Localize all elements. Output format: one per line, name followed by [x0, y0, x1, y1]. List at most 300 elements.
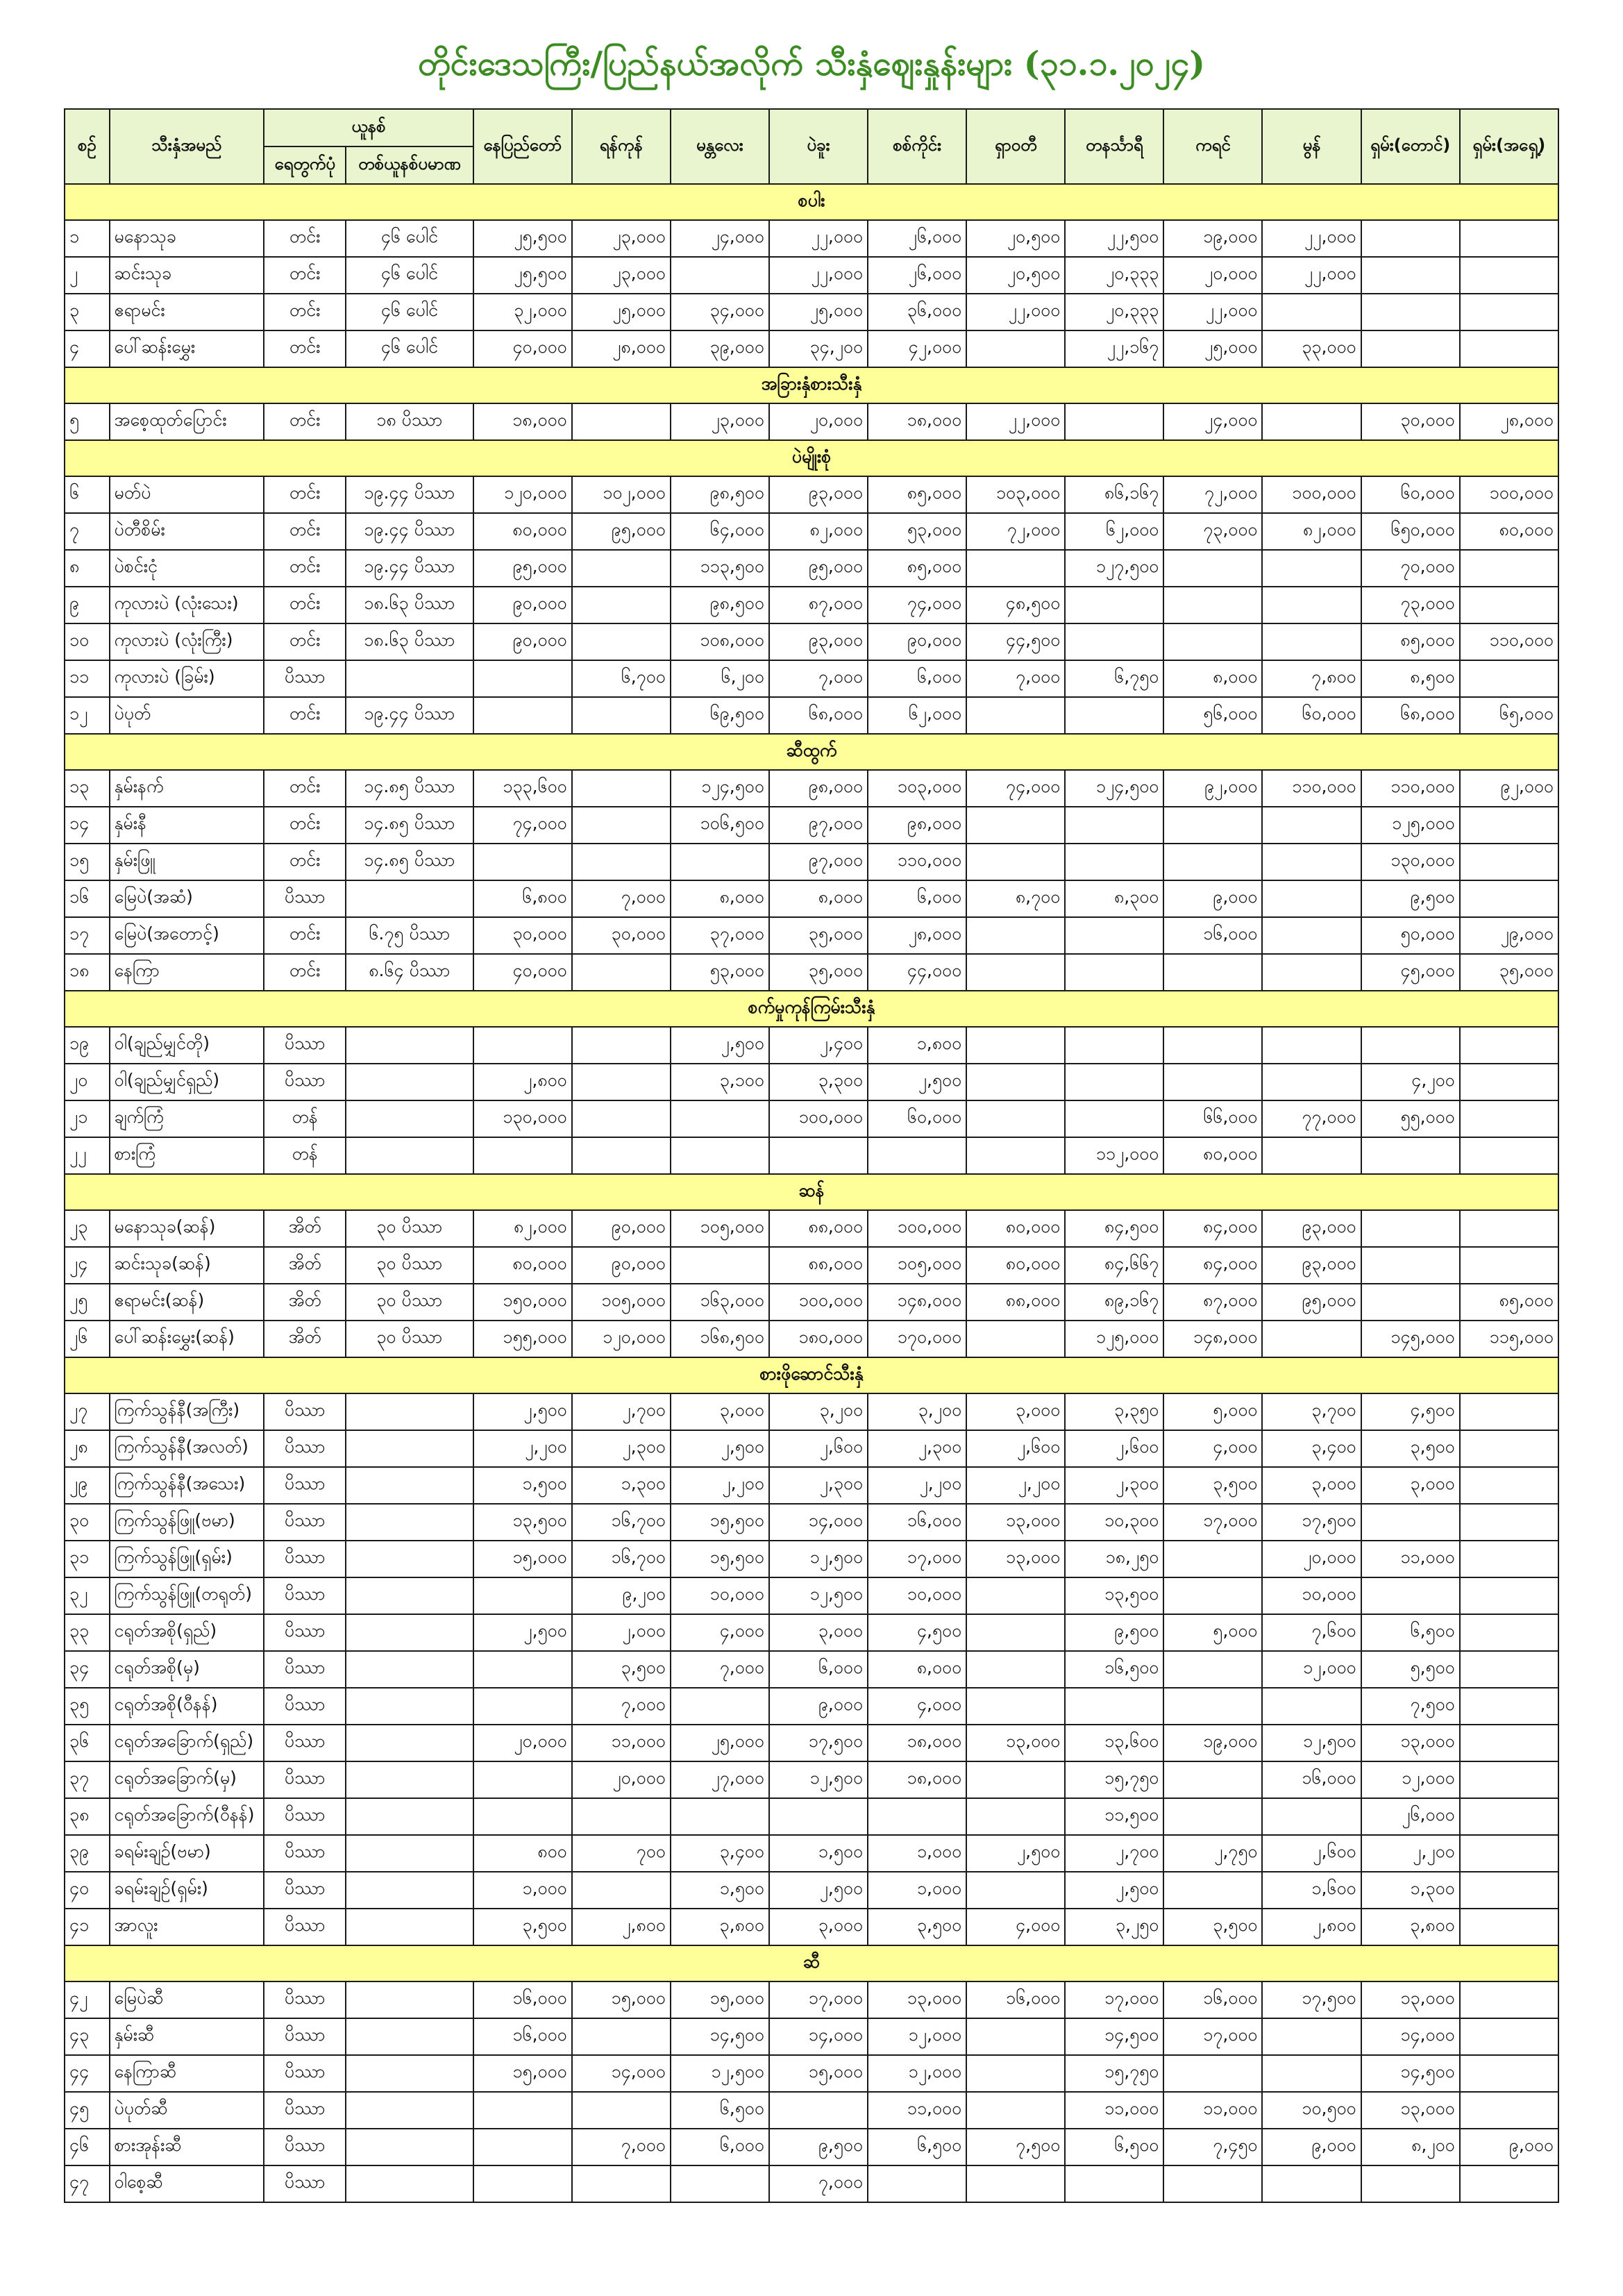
- unit-cell: ပိဿာ: [264, 2018, 346, 2055]
- price-cell: ၃,၅၀၀: [1163, 1467, 1262, 1504]
- price-cell: [1065, 807, 1163, 844]
- table-row: [65, 1393, 1558, 1430]
- price-cell: [1065, 697, 1163, 734]
- price-cell: ၃၅,၀၀၀: [769, 917, 868, 954]
- amount-cell: [346, 1064, 473, 1100]
- amount-cell: [346, 1761, 473, 1798]
- unit-cell: တင်း: [264, 954, 346, 991]
- price-cell: ၃,၅၀၀: [473, 1909, 572, 1945]
- price-cell: [1460, 1614, 1558, 1651]
- unit-cell: တင်း: [264, 697, 346, 734]
- price-cell: ၁၀,၀၀၀: [1262, 1577, 1361, 1614]
- unit-cell: ပိဿာ: [264, 1798, 346, 1835]
- amount-cell: ၁၉.၄၄ ပိဿာ: [346, 550, 473, 587]
- price-cell: [1065, 954, 1163, 991]
- crop-name: ပဲပုတ်: [110, 697, 264, 734]
- price-cell: ၁၄,၀၀၀: [572, 2055, 671, 2092]
- row-number: ၃: [65, 294, 110, 330]
- price-cell: ၈၀,၀၀၀: [473, 1247, 572, 1284]
- unit-cell: ပိဿာ: [264, 1835, 346, 1872]
- price-cell: [966, 1872, 1065, 1909]
- price-cell: ၇၄,၀၀၀: [868, 587, 966, 623]
- price-cell: ၂၅,၀၀၀: [671, 1725, 769, 1761]
- unit-cell: တင်း: [264, 770, 346, 807]
- price-cell: ၂၀,၅၀၀: [966, 257, 1065, 294]
- price-cell: ၈၀,၀၀၀: [1163, 1137, 1262, 1174]
- price-cell: ၁၁၀,၀၀၀: [1262, 770, 1361, 807]
- price-cell: ၅၀,၀၀၀: [1361, 917, 1460, 954]
- price-cell: ၂၂,၀၀၀: [966, 294, 1065, 330]
- price-cell: [1460, 1688, 1558, 1725]
- category-row: [65, 1945, 1558, 1981]
- price-cell: ၆,၀၀၀: [868, 880, 966, 917]
- price-cell: [572, 954, 671, 991]
- price-cell: [966, 917, 1065, 954]
- unit-cell: ပိဿာ: [264, 1725, 346, 1761]
- row-number: ၂၀: [65, 1064, 110, 1100]
- row-number: ၅: [65, 403, 110, 440]
- price-cell: [1460, 1247, 1558, 1284]
- price-cell: ၁၁,၀၀၀: [1163, 2092, 1262, 2129]
- crop-name: ဆင်းသုခ: [110, 257, 264, 294]
- price-cell: ၂၆,၀၀၀: [1361, 1798, 1460, 1835]
- price-cell: ၅,၀၀၀: [1163, 1614, 1262, 1651]
- price-cell: ၁၅,၀၀၀: [473, 2055, 572, 2092]
- price-cell: [868, 1798, 966, 1835]
- price-cell: ၄,၅၀၀: [868, 1614, 966, 1651]
- price-cell: ၁၇၀,၀၀၀: [868, 1321, 966, 1357]
- price-cell: [1460, 294, 1558, 330]
- price-cell: ၃၂,၀၀၀: [473, 294, 572, 330]
- price-cell: ၂၂,၀၀၀: [769, 220, 868, 257]
- price-cell: ၈,၀၀၀: [671, 880, 769, 917]
- price-cell: [473, 1577, 572, 1614]
- table-row: [65, 330, 1558, 367]
- price-cell: ၁၈၀,၀၀၀: [769, 1321, 868, 1357]
- price-cell: [966, 330, 1065, 367]
- price-cell: [572, 844, 671, 880]
- price-cell: ၁၆,၀၀၀: [473, 1981, 572, 2018]
- crop-name: ငရုတ်အခြောက်(မှ): [110, 1761, 264, 1798]
- unit-cell: ပိဿာ: [264, 660, 346, 697]
- price-cell: ၃၀,၀၀၀: [572, 917, 671, 954]
- price-cell: ၁၅,၇၅၀: [1065, 2055, 1163, 2092]
- price-cell: ၃,၀၀၀: [1262, 1467, 1361, 1504]
- price-cell: [572, 550, 671, 587]
- price-cell: ၆၀,၀၀၀: [1262, 697, 1361, 734]
- price-cell: ၂၆,၀၀၀: [868, 257, 966, 294]
- category-row: [65, 440, 1558, 476]
- row-number: ၁: [65, 220, 110, 257]
- unit-cell: ပိဿာ: [264, 1430, 346, 1467]
- price-cell: [868, 1137, 966, 1174]
- unit-cell: ပိဿာ: [264, 1577, 346, 1614]
- price-cell: [966, 2018, 1065, 2055]
- price-cell: ၇,၀၀၀: [769, 2165, 868, 2202]
- price-cell: ၃,၅၀၀: [1163, 1909, 1262, 1945]
- price-cell: ၇,၄၅၀: [1163, 2129, 1262, 2165]
- price-cell: ၁၁၅,၀၀၀: [1460, 1321, 1558, 1357]
- header-place: ရှာဝတီ: [966, 109, 1065, 184]
- price-cell: ၂,၂၀၀: [966, 1467, 1065, 1504]
- price-cell: [966, 1027, 1065, 1064]
- price-cell: ၆,၈၀၀: [473, 880, 572, 917]
- unit-cell: ပိဿာ: [264, 2165, 346, 2202]
- price-cell: [671, 1688, 769, 1725]
- price-cell: ၁၃,၅၀၀: [473, 1504, 572, 1541]
- price-cell: ၉,၅၀၀: [769, 2129, 868, 2165]
- price-cell: ၈၄,၆၆၇: [1065, 1247, 1163, 1284]
- unit-cell: ပိဿာ: [264, 1651, 346, 1688]
- amount-cell: ၁၄.၈၅ ပိဿာ: [346, 770, 473, 807]
- table-row: [65, 1541, 1558, 1577]
- price-cell: ၉၂,၀၀၀: [1163, 770, 1262, 807]
- price-cell: ၇၃,၀၀၀: [1163, 513, 1262, 550]
- price-cell: ၃၀,၀၀၀: [473, 917, 572, 954]
- header-place: ရှမ်း(တောင်): [1361, 109, 1460, 184]
- price-cell: ၉၀,၀၀၀: [572, 1210, 671, 1247]
- price-cell: ၂၀,၃၃၃: [1065, 294, 1163, 330]
- price-cell: [572, 1100, 671, 1137]
- price-cell: ၂,၅၀၀: [671, 1027, 769, 1064]
- amount-cell: ၄၆ ပေါင်: [346, 330, 473, 367]
- price-cell: ၁၁,၀၀၀: [572, 1725, 671, 1761]
- price-cell: [671, 1247, 769, 1284]
- price-cell: ၁၁,၅၀၀: [1065, 1798, 1163, 1835]
- row-number: ၁၃: [65, 770, 110, 807]
- unit-cell: ပိဿာ: [264, 1504, 346, 1541]
- header-place: ပဲခူး: [769, 109, 868, 184]
- price-cell: ၆၀,၀၀၀: [1361, 476, 1460, 513]
- price-cell: [1460, 1725, 1558, 1761]
- price-cell: ၃,၅၀၀: [1361, 1430, 1460, 1467]
- price-cell: ၂,၆၀၀: [966, 1430, 1065, 1467]
- table-row: [65, 2055, 1558, 2092]
- table-row: [65, 844, 1558, 880]
- header-place: မန္တလေး: [671, 109, 769, 184]
- price-cell: [473, 697, 572, 734]
- category-row: [65, 367, 1558, 403]
- price-cell: [1460, 1577, 1558, 1614]
- price-cell: [966, 1614, 1065, 1651]
- row-number: ၂၃: [65, 1210, 110, 1247]
- price-cell: ၂,၅၀၀: [868, 1064, 966, 1100]
- price-cell: ၈,၅၀၀: [1361, 660, 1460, 697]
- price-cell: [1163, 1577, 1262, 1614]
- price-cell: ၈၂,၀၀၀: [1262, 513, 1361, 550]
- amount-cell: ၁၈.၆၃ ပိဿာ: [346, 623, 473, 660]
- row-number: ၈: [65, 550, 110, 587]
- table-row: [65, 1504, 1558, 1541]
- price-cell: [1460, 1872, 1558, 1909]
- amount-cell: [346, 1027, 473, 1064]
- price-cell: ၁၀၃,၀၀၀: [868, 770, 966, 807]
- price-cell: [572, 623, 671, 660]
- row-number: ၁၉: [65, 1027, 110, 1064]
- price-cell: ၁၀၀,၀၀၀: [769, 1284, 868, 1321]
- price-cell: ၁၁၀,၀၀၀: [1460, 623, 1558, 660]
- price-cell: ၆,၅၀၀: [671, 2092, 769, 2129]
- unit-cell: ပိဿာ: [264, 1688, 346, 1725]
- price-cell: [966, 1321, 1065, 1357]
- unit-cell: တင်း: [264, 623, 346, 660]
- price-cell: ၂,၇၀၀: [572, 1393, 671, 1430]
- price-cell: ၁၁,၀၀၀: [1361, 1541, 1460, 1577]
- price-cell: ၉,၀၀၀: [1460, 2129, 1558, 2165]
- amount-cell: [346, 2165, 473, 2202]
- price-cell: [1262, 294, 1361, 330]
- price-cell: ၉၈,၅၀၀: [671, 587, 769, 623]
- price-cell: [1163, 2165, 1262, 2202]
- price-cell: ၉၇,၀၀၀: [769, 807, 868, 844]
- price-cell: ၃,၀၀၀: [1361, 1467, 1460, 1504]
- table-row: [65, 2092, 1558, 2129]
- amount-cell: ၈.၆၄ ပိဿာ: [346, 954, 473, 991]
- header-place: နေပြည်တော်: [473, 109, 572, 184]
- price-cell: ၃,၀၀၀: [966, 1393, 1065, 1430]
- amount-cell: [346, 1577, 473, 1614]
- price-cell: ၉,၅၀၀: [1065, 1614, 1163, 1651]
- category-label: စက်မှုကုန်ကြမ်းသီးနှံ: [65, 991, 1558, 1027]
- price-cell: ၉၅,၀၀၀: [769, 550, 868, 587]
- unit-cell: တင်း: [264, 844, 346, 880]
- row-number: ၁၆: [65, 880, 110, 917]
- price-cell: ၇,၀၀၀: [572, 1688, 671, 1725]
- unit-cell: တင်း: [264, 403, 346, 440]
- price-cell: ၃,၃၅၀: [1065, 1393, 1163, 1430]
- price-cell: ၈၅,၀၀၀: [868, 550, 966, 587]
- price-cell: ၆,၅၀၀: [1065, 2129, 1163, 2165]
- price-cell: ၃၄,၂၀၀: [769, 330, 868, 367]
- price-cell: ၆၈,၀၀၀: [769, 697, 868, 734]
- price-cell: ၂,၅၀၀: [769, 1872, 868, 1909]
- category-row: [65, 734, 1558, 770]
- price-cell: ၁၃,၀၀၀: [966, 1541, 1065, 1577]
- price-cell: ၃၆,၀၀၀: [868, 294, 966, 330]
- price-cell: ၁၂၇,၅၀၀: [1065, 550, 1163, 587]
- price-cell: ၃,၂၀၀: [868, 1393, 966, 1430]
- price-cell: ၁၀၀,၀၀၀: [1262, 476, 1361, 513]
- price-cell: [966, 1100, 1065, 1137]
- header-place: ရန်ကုန်: [572, 109, 671, 184]
- price-cell: ၁၂,၀၀၀: [1361, 1761, 1460, 1798]
- amount-cell: [346, 2055, 473, 2092]
- price-cell: ၂,၈၀၀: [572, 1909, 671, 1945]
- price-cell: ၁၆,၀၀၀: [966, 1981, 1065, 2018]
- price-cell: ၁၆,၇၀၀: [572, 1504, 671, 1541]
- table-row: [65, 587, 1558, 623]
- price-cell: ၂၂,၀၀၀: [769, 257, 868, 294]
- amount-cell: [346, 1909, 473, 1945]
- unit-cell: ပိဿာ: [264, 2129, 346, 2165]
- price-cell: ၇,၀၀၀: [966, 660, 1065, 697]
- price-cell: ၂၀,၀၀၀: [769, 403, 868, 440]
- table-row: [65, 2165, 1558, 2202]
- unit-cell: ပိဿာ: [264, 2055, 346, 2092]
- price-cell: ၆,၅၀၀: [868, 2129, 966, 2165]
- price-cell: ၁၈,၀၀၀: [473, 403, 572, 440]
- price-cell: ၈၀,၀၀၀: [1460, 513, 1558, 550]
- price-cell: ၁၆,၀၀၀: [473, 2018, 572, 2055]
- unit-cell: တင်း: [264, 917, 346, 954]
- price-cell: ၂,၃၀၀: [1065, 1467, 1163, 1504]
- price-cell: [1460, 880, 1558, 917]
- price-cell: ၂၅,၅၀၀: [473, 257, 572, 294]
- price-cell: ၁၀၆,၅၀၀: [671, 807, 769, 844]
- price-cell: ၇၂,၀၀၀: [966, 513, 1065, 550]
- price-cell: [1262, 1798, 1361, 1835]
- price-cell: ၁၉,၀၀၀: [1163, 220, 1262, 257]
- crop-name: နှမ်းနက်: [110, 770, 264, 807]
- category-row: [65, 991, 1558, 1027]
- price-cell: ၆,၀၀၀: [769, 1651, 868, 1688]
- crop-name: စားအုန်းဆီ: [110, 2129, 264, 2165]
- price-cell: [966, 2055, 1065, 2092]
- amount-cell: ၃၀ ပိဿာ: [346, 1321, 473, 1357]
- price-cell: [671, 2165, 769, 2202]
- table-row: [65, 623, 1558, 660]
- price-cell: ၃,၅၀၀: [868, 1909, 966, 1945]
- row-number: ၃၉: [65, 1835, 110, 1872]
- category-label: စပါး: [65, 184, 1558, 220]
- price-cell: ၈၀၀: [473, 1835, 572, 1872]
- price-cell: ၆၅,၀၀၀: [1460, 697, 1558, 734]
- crop-name: ကုလားပဲ (လုံးသေး): [110, 587, 264, 623]
- price-cell: [1460, 844, 1558, 880]
- unit-cell: တင်း: [264, 220, 346, 257]
- price-cell: [572, 1872, 671, 1909]
- price-cell: ၄,၀၀၀: [1163, 1430, 1262, 1467]
- price-cell: ၆၆,၀၀၀: [1163, 1100, 1262, 1137]
- price-cell: ၈၄,၀၀၀: [1163, 1210, 1262, 1247]
- price-cell: ၃,၀၀၀: [671, 1393, 769, 1430]
- price-cell: ၁၄၈,၀၀၀: [1163, 1321, 1262, 1357]
- price-cell: ၁၂၀,၀၀၀: [473, 476, 572, 513]
- price-cell: ၈၀,၀၀၀: [473, 513, 572, 550]
- row-number: ၃၅: [65, 1688, 110, 1725]
- price-cell: [769, 2092, 868, 2129]
- price-cell: ၂၉,၀၀၀: [1460, 917, 1558, 954]
- price-cell: [1361, 1137, 1460, 1174]
- price-cell: [473, 1651, 572, 1688]
- price-cell: [966, 550, 1065, 587]
- price-cell: ၃၅,၀၀၀: [1460, 954, 1558, 991]
- price-cell: ၈၅,၀၀၀: [1361, 623, 1460, 660]
- price-cell: ၁၀၅,၀၀၀: [671, 1210, 769, 1247]
- price-cell: [671, 1100, 769, 1137]
- header-place: စစ်ကိုင်း: [868, 109, 966, 184]
- amount-cell: ၁၉.၄၄ ပိဿာ: [346, 697, 473, 734]
- table-row: [65, 294, 1558, 330]
- price-cell: ၁၇,၅၀၀: [769, 1725, 868, 1761]
- price-cell: ၈၈,၀၀၀: [769, 1210, 868, 1247]
- price-cell: ၈,၀၀၀: [868, 1651, 966, 1688]
- price-cell: [572, 1137, 671, 1174]
- price-cell: [1460, 587, 1558, 623]
- price-cell: ၂၀,၅၀၀: [966, 220, 1065, 257]
- row-number: ၁၅: [65, 844, 110, 880]
- price-cell: ၃,၀၀၀: [769, 1614, 868, 1651]
- price-cell: ၇,၀၀၀: [572, 880, 671, 917]
- price-cell: [1065, 587, 1163, 623]
- price-cell: ၈၇,၀၀၀: [769, 587, 868, 623]
- price-cell: ၁,၅၀၀: [473, 1467, 572, 1504]
- price-cell: [868, 2165, 966, 2202]
- price-cell: ၃,၈၀၀: [671, 1909, 769, 1945]
- price-cell: ၁၃,၀၀၀: [1361, 1725, 1460, 1761]
- price-cell: ၁၄,၀၀၀: [769, 1504, 868, 1541]
- row-number: ၃၄: [65, 1651, 110, 1688]
- price-cell: ၁၇,၀၀၀: [1065, 1981, 1163, 2018]
- price-cell: ၃,၃၀၀: [769, 1064, 868, 1100]
- price-cell: ၁၄,၅၀၀: [1065, 2018, 1163, 2055]
- price-cell: [1460, 2018, 1558, 2055]
- price-cell: ၂၂,၀၀၀: [1262, 257, 1361, 294]
- price-cell: [1262, 1137, 1361, 1174]
- row-number: ၂၁: [65, 1100, 110, 1137]
- price-cell: ၂၅,၅၀၀: [473, 220, 572, 257]
- unit-cell: တင်း: [264, 550, 346, 587]
- price-cell: [1460, 1651, 1558, 1688]
- price-cell: [572, 1798, 671, 1835]
- price-cell: ၁၀၀,၀၀၀: [868, 1210, 966, 1247]
- price-cell: ၃,၂၀၀: [769, 1393, 868, 1430]
- crop-name: ငရုတ်အစို(ရှည်): [110, 1614, 264, 1651]
- header-name: သီးနှံအမည်: [110, 109, 264, 184]
- price-cell: [1460, 1210, 1558, 1247]
- price-cell: [473, 1137, 572, 1174]
- amount-cell: [346, 2018, 473, 2055]
- price-cell: ၈၅,၀၀၀: [868, 476, 966, 513]
- table-row: [65, 257, 1558, 294]
- price-cell: ၁၃,၀၀၀: [868, 1981, 966, 2018]
- price-cell: [473, 2165, 572, 2202]
- price-cell: ၄၈,၅၀၀: [966, 587, 1065, 623]
- row-number: ၃၃: [65, 1614, 110, 1651]
- price-cell: ၁၅၅,၀၀၀: [473, 1321, 572, 1357]
- price-cell: ၉,၀၀၀: [769, 1688, 868, 1725]
- crop-name: ငရုတ်အစို(မှ): [110, 1651, 264, 1688]
- table-row: [65, 403, 1558, 440]
- unit-cell: တင်း: [264, 807, 346, 844]
- price-cell: ၃,၅၀၀: [572, 1651, 671, 1688]
- category-label: ဆန်: [65, 1174, 1558, 1210]
- price-cell: ၉၅,၀၀၀: [572, 513, 671, 550]
- price-cell: ၄၄,၅၀၀: [966, 623, 1065, 660]
- price-cell: [1361, 1247, 1460, 1284]
- price-cell: ၂၂,၀၀၀: [1262, 220, 1361, 257]
- price-cell: ၂၅,၀၀၀: [1163, 330, 1262, 367]
- price-cell: [671, 257, 769, 294]
- unit-cell: ပိဿာ: [264, 1981, 346, 2018]
- price-cell: ၂,၃၀၀: [868, 1430, 966, 1467]
- price-cell: [1361, 1284, 1460, 1321]
- price-cell: ၂,၂၀၀: [473, 1430, 572, 1467]
- price-cell: ၅၃,၀၀၀: [671, 954, 769, 991]
- price-cell: ၂၃,၀၀၀: [671, 403, 769, 440]
- amount-cell: [346, 1651, 473, 1688]
- price-cell: ၄၀,၀၀၀: [473, 330, 572, 367]
- price-cell: ၃၄,၀၀၀: [671, 294, 769, 330]
- table-header: [65, 109, 1558, 184]
- price-cell: ၂၃,၀၀၀: [572, 220, 671, 257]
- crop-name: ကုလားပဲ (ခြမ်း): [110, 660, 264, 697]
- price-cell: ၃,၄၀၀: [671, 1835, 769, 1872]
- crop-name: ပဲစင်းငုံ: [110, 550, 264, 587]
- price-cell: ၁၅,၀၀၀: [473, 1541, 572, 1577]
- price-cell: [1460, 1541, 1558, 1577]
- price-cell: ၇,၆၀၀: [1262, 1614, 1361, 1651]
